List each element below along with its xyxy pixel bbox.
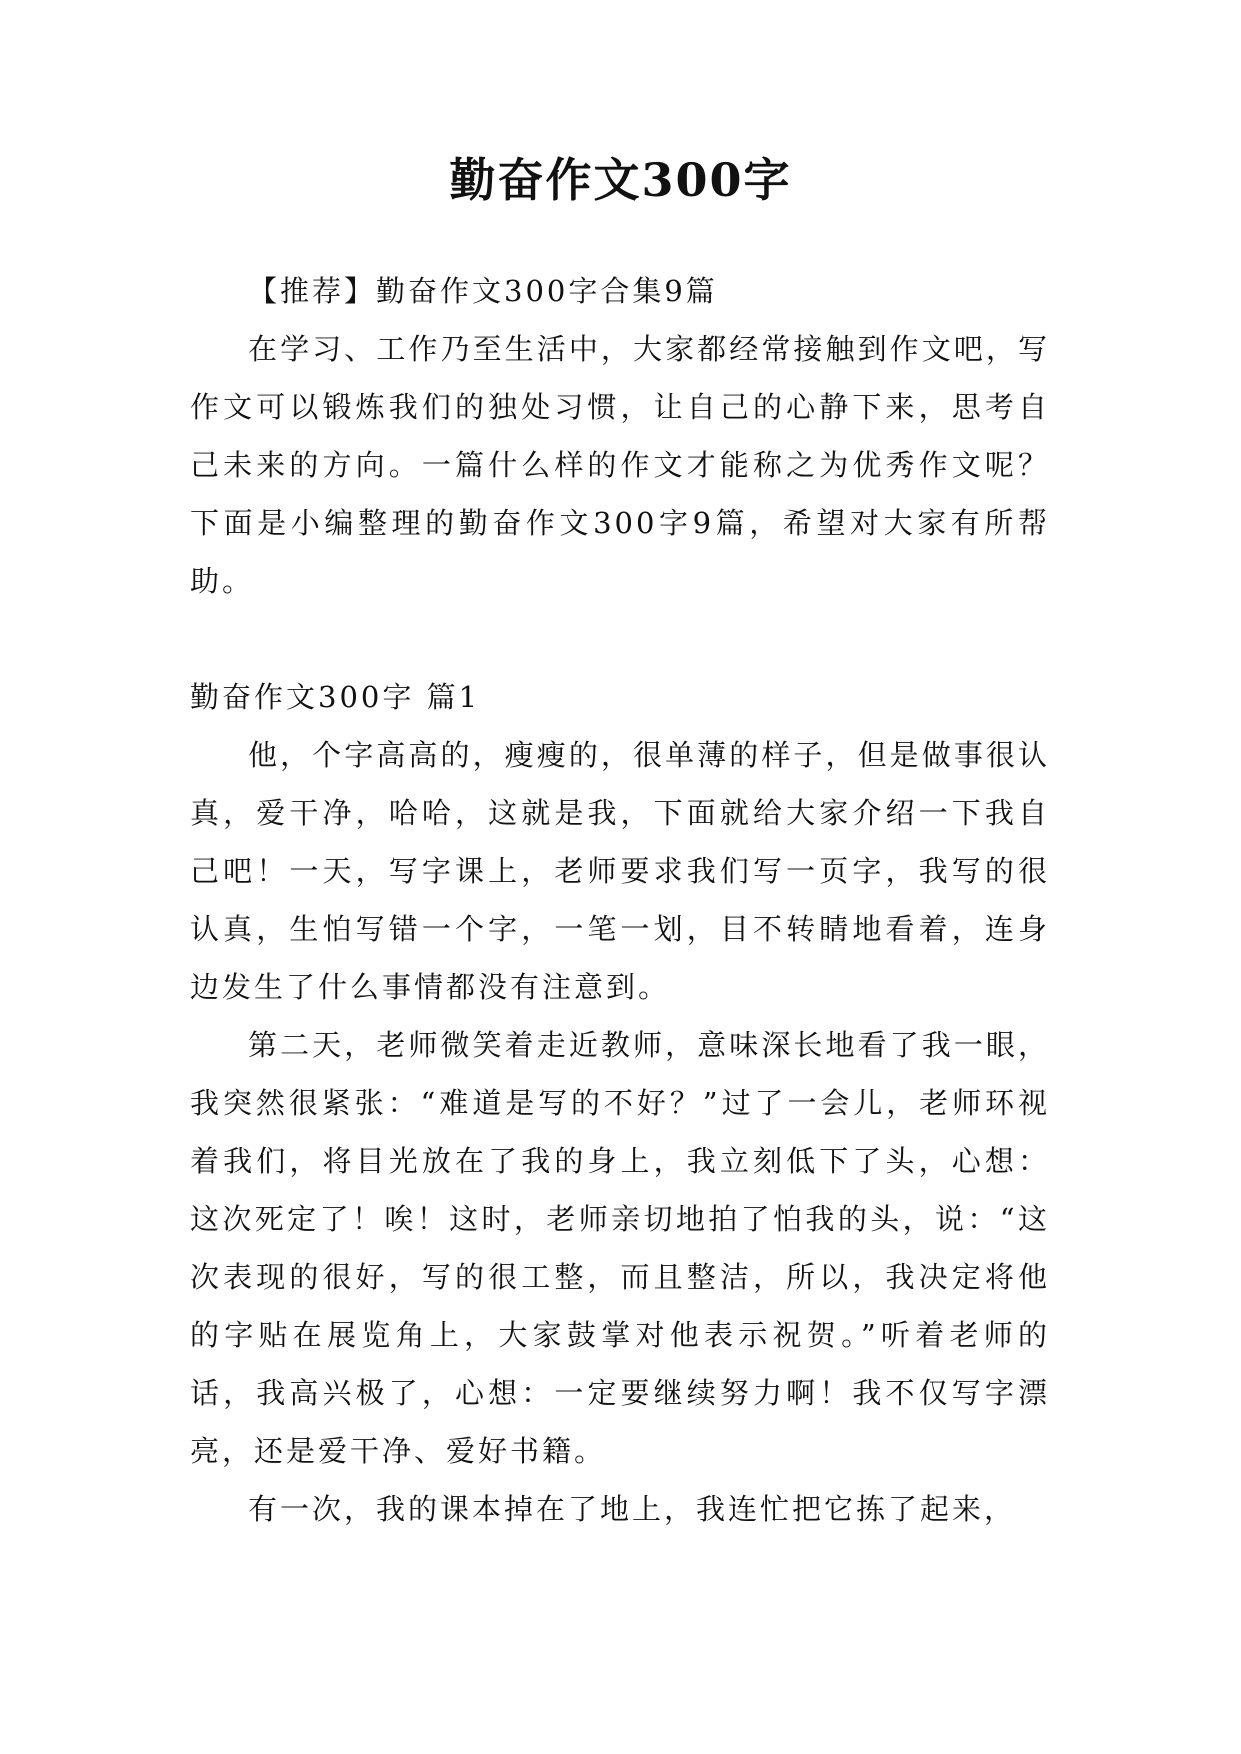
document-body: [190, 262, 1050, 1538]
body-paragraph: 他，个字高高的，瘦瘦的，很单薄的样子，但是做事很认真，爱干净，哈哈，这就是我，下面就给大家介绍一下我自己吧！一天，写字课上，老师要求我们写一页字，我写的很认真，生怕写错一个字，一笔一划，目不转睛地看着，连身边发生了什么事情都没有注意到。: [190, 738, 1050, 1004]
document-title: 勤奋作文300字: [449, 153, 792, 207]
document-subtitle: 【推荐】勤奋作文300字合集9篇: [248, 274, 718, 308]
intro-paragraph: 在学习、工作乃至生活中，大家都经常接触到作文吧，写作文可以锻炼我们的独处习惯，让自己的心静下来，思考自己未来的方向。一篇什么样的作文才能称之为优秀作文呢？下面是小编整理的勤奋作文300字9篇，希望对大家有所帮助。: [190, 332, 1050, 598]
body-paragraph: 有一次，我的课本掉在了地上，我连忙把它拣了起来，: [248, 1492, 1017, 1526]
body-paragraph: 第二天，老师微笑着走近教师，意味深长地看了我一眼，我突然很紧张：“难道是写的不好？”过了一会儿，老师环视着我们，将目光放在了我的身上，我立刻低下了头，心想：这次死定了！唉！这时，老师亲切地拍了怕我的头，说：“这次表现的很好，写的很工整，而且整洁，所以，我决定将他的字贴在展览角上，大家鼓掌对他表示祝贺。”听着老师的话，我高兴极了，心想：一定要继续努力啊！我不仅写字漂亮，还是爱干净、爱好书籍。: [190, 1028, 1050, 1468]
section-heading: 勤奋作文300字 篇1: [190, 680, 481, 714]
section-spacer: [190, 610, 1050, 668]
